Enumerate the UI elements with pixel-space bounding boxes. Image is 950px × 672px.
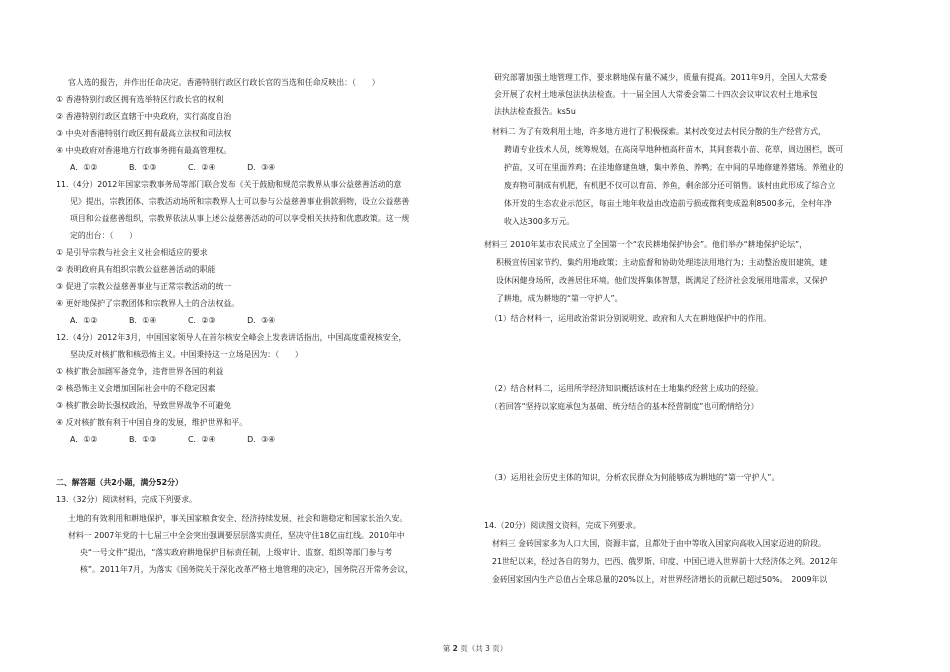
- q13-material-1-line-3: 核”。2011年7月，为落实《国务院关于深化改革严格土地管理的决定》，国务院召开常务会议，: [80, 565, 413, 574]
- q13-question-2: （2）结合材料二，运用所学经济知识概括该村在土地集约经营上成功的经验。: [490, 384, 764, 393]
- q13-material-2-line-6: 收入达300多万元。: [504, 217, 575, 226]
- q13-question-1: （1）结合材料一，运用政治常识分别说明党、政府和人大在耕地保护中的作用。: [490, 314, 772, 323]
- q11-option-4: ④ 更好地保护了宗教团体和宗教界人士的合法权益。: [56, 299, 240, 308]
- q14-material-3-line-3: 金砖国家国内生产总值占全球总量的20%以上，对世界经济增长的贡献已超过50%。 2009年以: [492, 575, 828, 584]
- footer-middle: 页（共: [460, 644, 483, 653]
- q10-option-4: ④ 中央政府对香港地方行政事务拥有最高管理权。: [56, 146, 232, 155]
- q11-option-2: ② 表明政府具有组织宗教公益慈善活动的职能: [56, 265, 216, 274]
- q13-material-1-line-2: 央“一号文件”提出，“落实政府耕地保护目标责任制，上级审计、监察、组织等部门参与考: [80, 548, 393, 557]
- q13-stem: 13.（32分）阅读材料，完成下列要求。: [56, 495, 197, 504]
- q14-material-3-line-2: 21世纪以来，经过各自的努力，巴西、俄罗斯、印度、中国已进入世界前十大经济体之列。2012年: [492, 557, 838, 566]
- q11-answer-choices: A．①② B．①④ C．②③ D．③④: [70, 316, 276, 325]
- q13-material-3-line-4: 了耕地，成为耕地的“第一守护人”。: [496, 294, 623, 303]
- q13-material-3: 材料三 2010年某市农民成立了全国第一个“农民耕地保护协会”。他们举办“耕地保护论坛”，: [484, 240, 808, 249]
- q13-material-2-line-2: 聘请专业技术人员，统筹规划，在高岗旱地种植高秆苗木，其间套栽小苗、花草，周边围栏，既可: [504, 145, 844, 154]
- q10-option-2: ② 香港特别行政区直辖于中央政府，实行高度自治: [56, 112, 232, 121]
- section-heading-answers: 二、解答题（共2小题，满分52分）: [56, 478, 183, 487]
- q11-stem-line-2: 见》提出，宗教团体、宗教活动场所和宗教界人士可以参与公益慈善事业捐款捐物，设立公益慈善: [70, 197, 410, 206]
- q11-stem-line-4: 定的出台：（ ）: [70, 231, 138, 240]
- q12-option-4: ④ 反对核扩散有利于中国自身的发展，维护世界和平。: [56, 418, 248, 427]
- q13-material-2-line-3: 护苗，又可在里面养鸡；在洼地修建鱼塘，集中养鱼、养鸭；在中间的旱地修建养猪场。养殖业的: [504, 163, 844, 172]
- q13-material-2-line-4: 废弃物可制成有机肥，有机肥不仅可以育苗、养鱼，剩余部分还可销售。该村由此形成了综合立: [504, 181, 836, 190]
- q10-option-1: ① 香港特别行政区拥有选举特区行政长官的权利: [56, 95, 224, 104]
- q11-option-1: ① 是引导宗教与社会主义社会相适应的要求: [56, 248, 208, 257]
- q12-option-1: ① 核扩散会加剧军备竞争，违背世界各国的利益: [56, 367, 224, 376]
- q11-stem-line-3: 项目和公益慈善组织，宗教界依法从事上述公益慈善活动的可以享受相关扶持和优惠政策。这一规: [70, 214, 410, 223]
- q10-answer-choices: A．①② B．①③ C．②④ D．③④: [70, 163, 276, 172]
- q10-stem-continuation: 官人选的报告，并作出任命决定。香港特别行政区行政长官的当选和任命反映出：（ ）: [68, 78, 380, 87]
- q13-question-2-note: （若回答“坚持以家庭承包为基础、统分结合的基本经营制度”也可酌情给分）: [490, 402, 759, 411]
- q13-material-2: 材料二 为了有效利用土地，许多地方进行了积极探索。某村改变过去村民分散的生产经营方式，: [492, 127, 826, 136]
- q12-option-3: ③ 核扩散会助长强权政治，导致世界战争不可避免: [56, 401, 232, 410]
- q11-stem: 11.（4分）2012年国家宗教事务局等部门联合发布《关于鼓励和规范宗教界从事公益慈善活动的意: [56, 180, 402, 189]
- q10-option-3: ③ 中央对香港特别行政区拥有最高立法权和司法权: [56, 129, 232, 138]
- footer-page-number: 2: [452, 644, 458, 653]
- q13-material-1: 材料一 2007年党的十七届三中全会突出强调要层层落实责任，坚决守住18亿亩红线。2010年中: [68, 531, 405, 540]
- q14-stem: 14.（20分）阅读图文资料，完成下列要求。: [484, 521, 641, 530]
- q13-material-1-line-6: 法执法检查报告。ks5u: [494, 107, 576, 116]
- q12-option-2: ② 核恐怖主义会增加国际社会中的不稳定因素: [56, 384, 216, 393]
- q13-material-1-line-4: 研究部署加强土地管理工作，要求耕地保有量不减少，质量有提高。2011年9月，全国人大常委: [494, 73, 827, 82]
- page-footer: [0, 643, 950, 654]
- q13-material-3-line-2: 积极宣传国家节约、集约用地政策；主动监督和协助处理违法用地行为；主动整治废旧建筑，建: [496, 258, 828, 267]
- q12-answer-choices: A．①② B．①③ C．②④ D．③④: [70, 435, 276, 444]
- q13-material-1-line-5: 会开展了农村土地承包法执法检查。十一届全国人大常委会第二十四次会议审议农村土地承包: [494, 90, 818, 99]
- q13-material-3-line-3: 设休闲健身场所，改善居住环境。他们发挥集体智慧，既满足了经济社会发展用地需求，又保护: [496, 276, 828, 285]
- footer-suffix: 页）: [492, 644, 508, 653]
- q13-intro: 土地的有效利用和耕地保护，事关国家粮食安全、经济持续发展、社会和谐稳定和国家长治久安。: [68, 514, 408, 523]
- footer-prefix: 第: [442, 644, 451, 653]
- q12-stem-line-2: 坚决反对核扩散和核恐怖主义。中国秉持这一立场是因为：（ ）: [70, 350, 303, 359]
- q12-stem: 12.（4分）2012年3月，中国国家领导人在首尔核安全峰会上发表讲话指出，中国高度重视核安全，: [56, 333, 407, 342]
- q13-material-2-line-5: 体开发的生态农业示范区，每亩土地年收益由改造前亏损或微利变成盈利8500多元，全村年净: [504, 199, 832, 208]
- q14-material-3: 材料三 金砖国家多为人口大国，资源丰富，且都处于由中等收入国家向高收入国家迈进的阶段。: [492, 539, 826, 548]
- q13-question-3: （3）运用社会历史主体的知识，分析农民群众为何能够成为耕地的“第一守护人”。: [490, 473, 780, 482]
- footer-total-pages: 3: [485, 644, 490, 653]
- q11-option-3: ③ 促进了宗教公益慈善事业与正常宗教活动的统一: [56, 282, 232, 291]
